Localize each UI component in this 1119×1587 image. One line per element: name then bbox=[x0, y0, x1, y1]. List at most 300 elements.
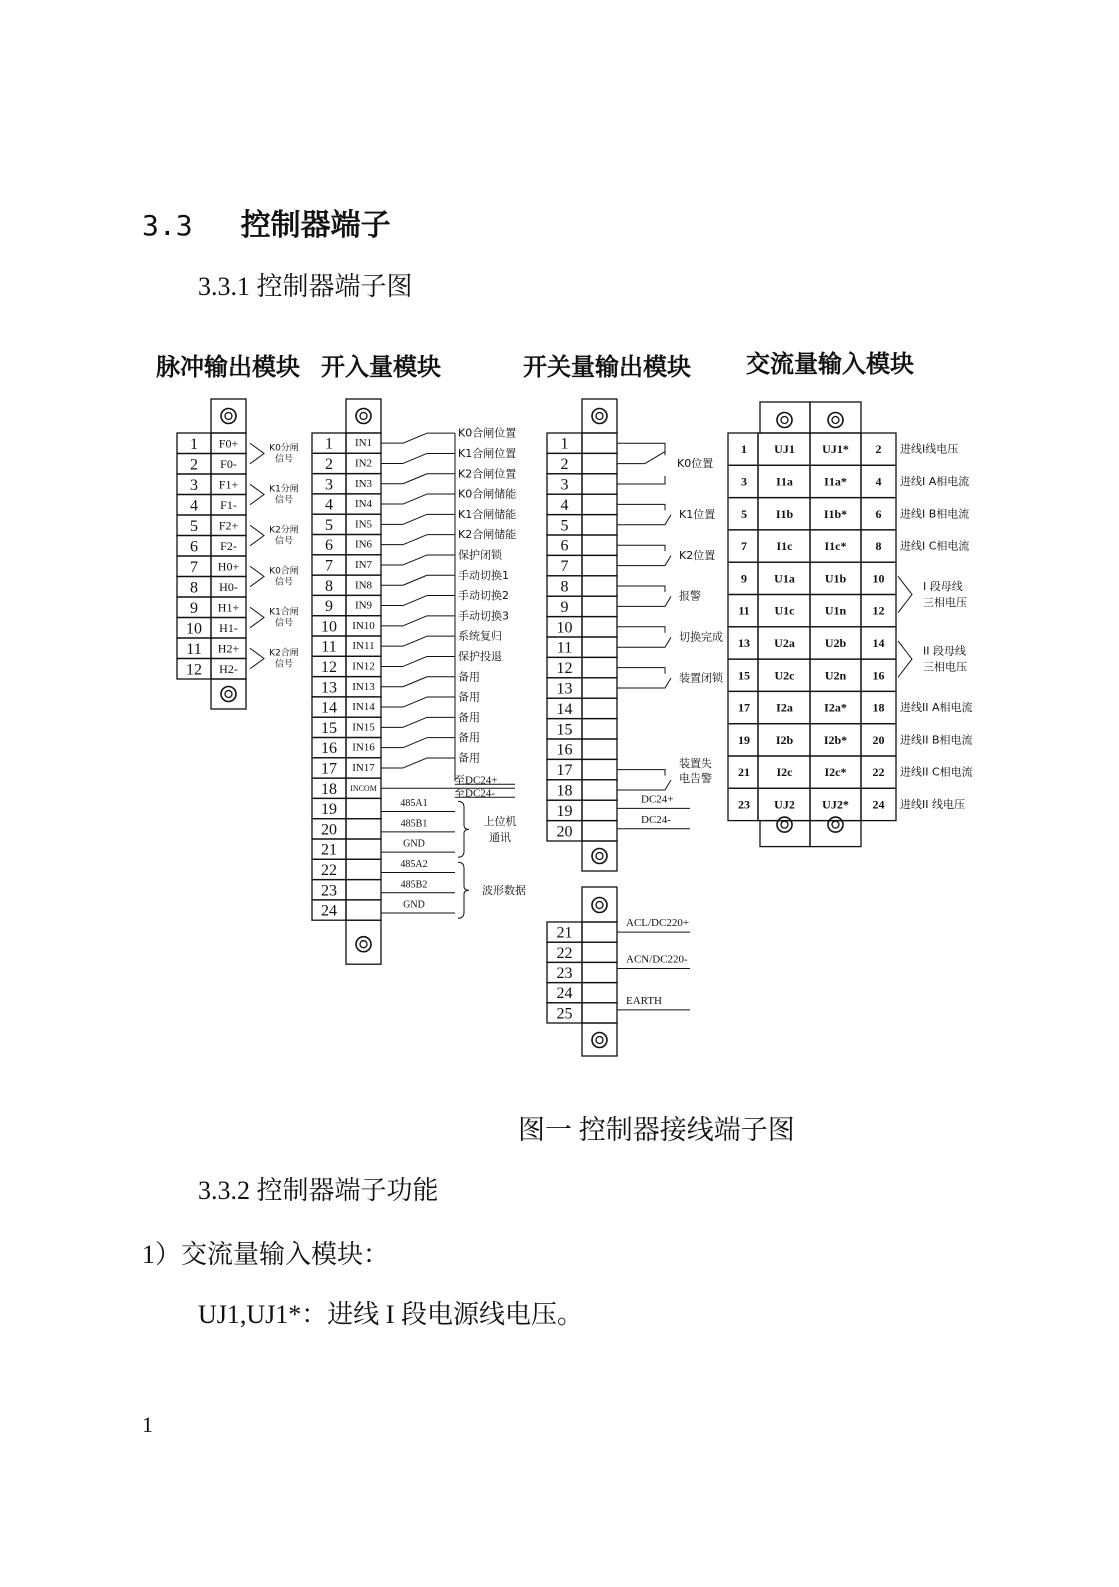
pulse-terminal-number: 6 bbox=[190, 538, 198, 556]
binary-input-label: K0合闸位置 bbox=[458, 426, 517, 440]
ac-channel-b-name: UJ2* bbox=[822, 797, 849, 812]
relay-terminal-number: 10 bbox=[556, 619, 573, 637]
binary-input-switch bbox=[403, 433, 427, 443]
pulse-terminal-number: 10 bbox=[186, 620, 202, 638]
comm-wire-label: GND bbox=[403, 838, 425, 850]
ac-left-number: 1 bbox=[741, 442, 747, 457]
relay-output-label: K0位置 bbox=[677, 457, 714, 471]
binary-input-switch bbox=[403, 453, 427, 463]
binary-terminal-name: IN8 bbox=[354, 579, 373, 592]
relay-output-label: 报警 bbox=[679, 589, 701, 603]
ac-right-number: 16 bbox=[872, 668, 885, 683]
pulse-group-label: 信号 bbox=[274, 577, 294, 588]
pulse-group-label: K1合闸 bbox=[269, 607, 299, 618]
relay-contact-cell bbox=[582, 698, 617, 718]
binary-terminal-name: IN2 bbox=[354, 457, 373, 470]
binary-terminal-name: IN10 bbox=[352, 619, 375, 632]
relay-contact-wire bbox=[617, 545, 665, 551]
relay-contact-cell bbox=[582, 596, 617, 616]
ac-channel-a-name: U1c bbox=[774, 603, 795, 618]
pulse-group-label: 信号 bbox=[274, 536, 294, 547]
ac-channel-b-name: I1c* bbox=[824, 539, 847, 554]
pulse-terminal-name: F2+ bbox=[218, 518, 239, 533]
binary-name-cell bbox=[346, 880, 381, 900]
binary-input-switch bbox=[403, 555, 427, 565]
binary-input-switch bbox=[403, 697, 427, 707]
binary-terminal-name: IN9 bbox=[354, 599, 373, 612]
relay-contact-cell bbox=[582, 657, 617, 677]
relay-terminal-number: 7 bbox=[560, 558, 569, 576]
relay-terminal-number: 8 bbox=[560, 578, 569, 596]
binary-name-cell bbox=[346, 900, 381, 920]
binary-terminal-number: 3 bbox=[325, 476, 333, 494]
relay-terminal-number: 14 bbox=[556, 700, 573, 718]
ac-module-title: 交流量输入模块 bbox=[746, 350, 914, 378]
ac-group-label: I 段母线 bbox=[923, 580, 963, 593]
relay-terminal-number: 16 bbox=[556, 741, 573, 759]
power-terminal-number: 25 bbox=[556, 1005, 573, 1023]
dc24-plus-label: 至DC24+ bbox=[454, 774, 498, 787]
power-wire-label: EARTH bbox=[626, 994, 663, 1007]
binary-terminal-number: 24 bbox=[321, 902, 337, 920]
ac-bottom-screw-right-icon bbox=[828, 817, 843, 832]
comm-wire-label: 485A1 bbox=[400, 798, 428, 810]
ac-top-screw-left-icon bbox=[777, 413, 792, 428]
pulse-terminal-number: 9 bbox=[190, 599, 198, 617]
ac-left-number: 9 bbox=[741, 571, 747, 586]
relay-terminal-number: 6 bbox=[560, 537, 569, 555]
pulse-terminal-name: H0+ bbox=[217, 559, 240, 574]
relay-contact-wire bbox=[617, 556, 671, 566]
ac-bottom-screw-left-icon-inner bbox=[781, 821, 788, 828]
binary-terminal-number: 22 bbox=[321, 861, 337, 879]
pulse-group-bracket bbox=[250, 648, 264, 669]
ac-bottom-plate-left bbox=[760, 821, 810, 847]
ac-right-number: 18 bbox=[872, 700, 885, 715]
relay-contact-cell bbox=[582, 821, 617, 841]
power-wire-cell bbox=[582, 1003, 617, 1023]
relay-terminal-number: 12 bbox=[556, 660, 573, 678]
ac-left-number: 5 bbox=[741, 506, 747, 521]
binary-top-screw-icon bbox=[356, 409, 371, 424]
relay-terminal-number: 1 bbox=[560, 435, 569, 453]
power-terminal-number: 22 bbox=[556, 944, 573, 962]
relay-bottom-screw-icon bbox=[592, 849, 607, 864]
binary-input-label: 手动切换1 bbox=[458, 568, 509, 582]
ac-channel-b-name: U2n bbox=[824, 668, 847, 683]
pulse-module-title: 脉冲输出模块 bbox=[156, 353, 300, 381]
binary-terminal-number: 15 bbox=[321, 719, 337, 737]
relay-contact-cell bbox=[582, 555, 617, 575]
ac-group-label: 三相电压 bbox=[923, 660, 967, 674]
pulse-terminal-name: H1+ bbox=[217, 600, 240, 615]
ac-channel-label: 进线I A相电流 bbox=[900, 474, 970, 488]
ac-channel-label: 进线I C相电流 bbox=[900, 539, 970, 553]
relay-terminal-number: 9 bbox=[560, 598, 569, 616]
ac-left-number: 11 bbox=[738, 603, 750, 618]
ac-channel-b-name: U1b bbox=[824, 571, 847, 586]
relay-output-label: K1位置 bbox=[679, 508, 716, 522]
ac-channel-label: 进线II A相电流 bbox=[900, 701, 973, 715]
pulse-terminal-name: H0- bbox=[219, 579, 238, 594]
relay-terminal-number: 4 bbox=[560, 496, 569, 514]
ac-channel-b-name: I2c* bbox=[824, 765, 847, 780]
relay-contact-cell bbox=[582, 515, 617, 535]
binary-input-switch bbox=[403, 738, 427, 748]
pulse-group-label: 信号 bbox=[274, 618, 294, 629]
relay-fail-label: 电告警 bbox=[679, 772, 712, 786]
binary-input-switch bbox=[403, 636, 427, 646]
page-number: 1 bbox=[142, 1412, 153, 1437]
pulse-top-plate bbox=[211, 399, 246, 433]
relay-contact-wire bbox=[617, 627, 665, 633]
power-wire-cell bbox=[582, 983, 617, 1003]
pulse-group-bracket bbox=[250, 607, 264, 628]
binary-name-cell bbox=[346, 819, 381, 839]
comm-wire-label: GND bbox=[403, 899, 425, 911]
binary-terminal-name: INCOM bbox=[350, 783, 377, 793]
pulse-terminal-name: F0- bbox=[220, 456, 237, 471]
power-wire-cell bbox=[582, 962, 617, 982]
relay-contact-cell bbox=[582, 739, 617, 759]
binary-terminal-number: 20 bbox=[321, 821, 337, 839]
relay-contact-wire bbox=[617, 668, 665, 674]
relay-bottom-plate bbox=[582, 841, 617, 871]
pulse-group-label: K2合闸 bbox=[269, 648, 299, 659]
binary-input-switch bbox=[403, 758, 427, 768]
pulse-terminal-name: H2+ bbox=[217, 641, 240, 656]
ac-left-number: 13 bbox=[738, 635, 750, 650]
ac-right-number: 4 bbox=[875, 474, 882, 489]
pulse-terminal-name: H1- bbox=[219, 620, 238, 635]
binary-terminal-name: IN7 bbox=[354, 558, 373, 571]
binary-input-switch bbox=[403, 535, 427, 545]
binary-name-cell bbox=[346, 798, 381, 818]
relay-contact-wire bbox=[617, 637, 671, 647]
subsection-heading-2: 3.3.2 控制器端子功能 bbox=[198, 1176, 439, 1205]
binary-input-label: 手动切换2 bbox=[458, 589, 509, 603]
pulse-terminal-number: 11 bbox=[186, 640, 202, 658]
relay-contact-wire bbox=[617, 515, 671, 525]
power-wire-label: ACN/DC220- bbox=[626, 953, 688, 966]
ac-top-screw-left-icon-inner bbox=[781, 417, 788, 424]
power-bottom-plate bbox=[582, 1023, 617, 1056]
relay-contact-cell bbox=[582, 433, 617, 453]
ac-right-number: 6 bbox=[875, 506, 882, 521]
ac-group-label: II 段母线 bbox=[923, 644, 966, 658]
binary-terminal-name: IN6 bbox=[354, 538, 373, 551]
relay-contact-cell bbox=[582, 759, 617, 779]
binary-terminal-number: 18 bbox=[321, 780, 337, 798]
pulse-bottom-screw-icon bbox=[221, 687, 236, 702]
pulse-terminal-number: 3 bbox=[190, 476, 198, 494]
binary-terminal-name: IN4 bbox=[354, 498, 373, 511]
binary-input-label: 备用 bbox=[458, 751, 480, 765]
binary-terminal-number: 21 bbox=[321, 841, 337, 859]
binary-terminal-number: 8 bbox=[325, 577, 333, 595]
ac-right-number: 2 bbox=[875, 442, 882, 457]
binary-terminal-number: 10 bbox=[321, 618, 337, 636]
comm-brace-upper bbox=[458, 801, 469, 857]
relay-terminal-number: 17 bbox=[556, 762, 573, 780]
binary-name-cell bbox=[346, 839, 381, 859]
power-bottom-screw-icon-inner bbox=[596, 1037, 603, 1044]
binary-top-plate bbox=[346, 399, 381, 433]
binary-input-label: 备用 bbox=[458, 670, 480, 684]
binary-terminal-name: IN14 bbox=[352, 701, 375, 714]
power-top-screw-icon-inner bbox=[596, 902, 603, 909]
relay-contact-cell bbox=[582, 800, 617, 820]
relay-contact-wire bbox=[617, 504, 665, 510]
binary-terminal-name: IN15 bbox=[352, 721, 375, 734]
ac-bottom-plate-right bbox=[810, 821, 861, 847]
power-terminal-number: 21 bbox=[556, 924, 573, 942]
binary-input-switch bbox=[403, 656, 427, 666]
binary-top-screw-icon-inner bbox=[360, 413, 367, 420]
ac-channel-label: 进线II 线电压 bbox=[900, 797, 965, 811]
figure-caption: 图一 控制器接线端子图 bbox=[518, 1115, 795, 1145]
relay-contact-wire bbox=[617, 596, 671, 606]
binary-terminal-number: 17 bbox=[321, 760, 337, 778]
binary-terminal-number: 19 bbox=[321, 801, 337, 819]
binary-input-switch bbox=[403, 474, 427, 484]
ac-top-plate-left bbox=[760, 402, 810, 433]
pulse-terminal-name: H2- bbox=[219, 661, 238, 676]
ac-group-bracket bbox=[898, 641, 912, 677]
relay-top-plate bbox=[582, 399, 617, 433]
subsection-heading-1: 3.3.1 控制器端子图 bbox=[198, 272, 413, 301]
pulse-group-label: K0合闸 bbox=[269, 566, 299, 577]
ac-top-screw-right-icon bbox=[828, 413, 843, 428]
pulse-top-screw-icon-inner bbox=[225, 413, 232, 420]
ac-left-number: 21 bbox=[738, 765, 750, 780]
relay-module-title: 开关量输出模块 bbox=[523, 353, 691, 381]
binary-input-label: K0合闸储能 bbox=[458, 487, 517, 501]
binary-terminal-number: 12 bbox=[321, 658, 337, 676]
binary-terminal-name: IN12 bbox=[352, 660, 375, 673]
ac-channel-b-name: U2b bbox=[824, 635, 847, 650]
pulse-group-label: 信号 bbox=[274, 495, 294, 506]
relay-terminal-number: 5 bbox=[560, 517, 569, 535]
relay-contact-wire bbox=[617, 678, 671, 688]
pulse-terminal-name: F2- bbox=[220, 538, 237, 553]
binary-input-switch bbox=[403, 494, 427, 504]
ac-channel-label: 进线II B相电流 bbox=[900, 733, 973, 747]
list-item-heading: 1）交流量输入模块： bbox=[142, 1240, 390, 1269]
pulse-terminal-number: 8 bbox=[190, 579, 198, 597]
binary-input-label: 保护闭锁 bbox=[458, 548, 502, 562]
binary-terminal-number: 7 bbox=[325, 557, 333, 575]
ac-left-number: 17 bbox=[738, 700, 750, 715]
ac-bottom-screw-right-icon-inner bbox=[832, 821, 839, 828]
comm-wire-label: 485B1 bbox=[400, 818, 428, 830]
relay-output-label: 装置闭锁 bbox=[679, 671, 723, 685]
pulse-terminal-number: 2 bbox=[190, 456, 198, 474]
ac-right-number: 14 bbox=[872, 635, 885, 650]
pulse-terminal-number: 1 bbox=[190, 435, 198, 453]
ac-right-number: 8 bbox=[875, 539, 882, 554]
ac-left-number: 15 bbox=[738, 668, 750, 683]
relay-contact-cell bbox=[582, 535, 617, 555]
ac-right-number: 24 bbox=[872, 797, 885, 812]
relay-terminal-number: 3 bbox=[560, 476, 569, 494]
pulse-group-label: 信号 bbox=[274, 454, 294, 465]
ac-channel-label: 进线I线电压 bbox=[900, 442, 959, 456]
binary-input-label: 系统复归 bbox=[458, 629, 502, 643]
binary-input-label: 备用 bbox=[458, 731, 480, 745]
ac-left-number: 23 bbox=[738, 797, 750, 812]
binary-terminal-name: IN13 bbox=[352, 680, 375, 693]
ac-channel-a-name: U2a bbox=[774, 635, 795, 650]
ac-channel-a-name: U2c bbox=[774, 668, 795, 683]
ac-channel-a-name: U1a bbox=[774, 571, 795, 586]
binary-input-switch bbox=[403, 575, 427, 585]
ac-channel-label: 进线I B相电流 bbox=[900, 507, 970, 521]
relay-top-screw-icon-inner bbox=[596, 413, 603, 420]
power-top-screw-icon bbox=[592, 898, 607, 913]
ac-group-bracket bbox=[898, 576, 912, 612]
relay-contact-cell bbox=[582, 474, 617, 494]
section-number: 3.3 bbox=[142, 209, 193, 242]
ac-right-number: 20 bbox=[872, 732, 885, 747]
power-bottom-screw-icon bbox=[592, 1033, 607, 1048]
relay-contact-cell bbox=[582, 678, 617, 698]
pulse-terminal-name: F1- bbox=[220, 497, 237, 512]
binary-terminal-number: 2 bbox=[325, 455, 333, 473]
comm-wire-label: 485A2 bbox=[400, 858, 428, 870]
comm-wire-label: 485B2 bbox=[400, 879, 428, 891]
relay-terminal-number: 20 bbox=[556, 823, 573, 841]
comm-group-label: 波形数据 bbox=[482, 883, 526, 897]
ac-channel-a-name: I2b bbox=[775, 732, 794, 747]
binary-input-switch bbox=[403, 596, 427, 606]
paragraph-text: UJ1,UJ1*：进线 I 段电源线电压。 bbox=[198, 1300, 583, 1329]
pulse-group-bracket bbox=[250, 566, 264, 587]
binary-terminal-name: IN1 bbox=[354, 437, 373, 450]
pulse-group-label: K2分闸 bbox=[269, 525, 299, 536]
relay-contact-wire bbox=[617, 780, 671, 790]
ac-channel-b-name: UJ1* bbox=[822, 442, 849, 457]
pulse-terminal-number: 5 bbox=[190, 517, 198, 535]
binary-input-switch bbox=[403, 514, 427, 524]
relay-contact-cell bbox=[582, 637, 617, 657]
relay-contact-cell bbox=[582, 453, 617, 473]
binary-terminal-number: 16 bbox=[321, 740, 337, 758]
ac-top-screw-right-icon-inner bbox=[832, 417, 839, 424]
ac-channel-label: 进线II C相电流 bbox=[900, 765, 973, 779]
ac-channel-b-name: I1a* bbox=[824, 474, 847, 489]
pulse-top-screw-icon bbox=[221, 409, 236, 424]
ac-top-plate-right bbox=[810, 402, 861, 433]
pulse-group-bracket bbox=[250, 443, 264, 464]
pulse-terminal-name: F1+ bbox=[218, 477, 239, 492]
pulse-group-label: K1分闸 bbox=[269, 484, 299, 495]
binary-input-label: 保护投退 bbox=[458, 649, 502, 663]
relay-terminal-number: 18 bbox=[556, 782, 573, 800]
comm-group-label: 上位机 bbox=[483, 814, 517, 828]
pulse-terminal-number: 7 bbox=[190, 558, 198, 576]
ac-group-label: 三相电压 bbox=[923, 596, 967, 609]
relay-output-label: 切换完成 bbox=[679, 630, 723, 644]
binary-terminal-number: 23 bbox=[321, 882, 337, 900]
binary-terminal-number: 5 bbox=[325, 516, 333, 534]
power-wire-cell bbox=[582, 942, 617, 962]
ac-channel-b-name: I2a* bbox=[824, 700, 847, 715]
relay-terminal-number: 19 bbox=[556, 802, 573, 820]
binary-terminal-number: 4 bbox=[325, 496, 333, 514]
power-terminal-number: 24 bbox=[556, 985, 573, 1003]
ac-left-number: 3 bbox=[741, 474, 747, 489]
binary-terminal-name: IN11 bbox=[352, 640, 375, 653]
relay-terminal-number: 15 bbox=[556, 721, 573, 739]
binary-input-switch bbox=[403, 677, 427, 687]
section-title: 控制器端子 bbox=[240, 208, 391, 243]
binary-input-label: 备用 bbox=[458, 710, 480, 724]
ac-channel-a-name: UJ2 bbox=[774, 797, 795, 812]
pulse-terminal-name: F0+ bbox=[218, 436, 239, 451]
binary-name-cell bbox=[346, 859, 381, 879]
binary-terminal-number: 14 bbox=[321, 699, 337, 717]
relay-contact-wire bbox=[617, 770, 665, 776]
binary-input-label: 手动切换3 bbox=[458, 609, 509, 623]
binary-bottom-screw-icon-inner bbox=[360, 941, 367, 948]
pulse-terminal-number: 4 bbox=[190, 497, 198, 515]
dc24-minus-label: 至DC24- bbox=[454, 787, 495, 800]
comm-brace-lower bbox=[458, 862, 469, 918]
binary-terminal-number: 9 bbox=[325, 598, 333, 616]
pulse-group-label: 信号 bbox=[274, 659, 294, 670]
binary-bottom-screw-icon bbox=[356, 937, 371, 952]
relay-terminal-number: 2 bbox=[560, 456, 569, 474]
binary-input-label: 备用 bbox=[458, 690, 480, 704]
binary-input-label: K2合闸储能 bbox=[458, 528, 517, 542]
relay-contact-cell bbox=[582, 576, 617, 596]
ac-left-number: 19 bbox=[738, 732, 750, 747]
ac-channel-a-name: I1a bbox=[776, 474, 793, 489]
ac-channel-a-name: I1c bbox=[776, 539, 793, 554]
ac-channel-a-name: I2c bbox=[776, 765, 793, 780]
relay-contact-cell bbox=[582, 494, 617, 514]
binary-terminal-number: 11 bbox=[321, 638, 337, 656]
binary-input-label: K1合闸位置 bbox=[458, 446, 517, 460]
pulse-group-bracket bbox=[250, 484, 264, 505]
ac-channel-b-name: I2b* bbox=[823, 732, 848, 747]
ac-bottom-screw-left-icon bbox=[777, 817, 792, 832]
relay-contact-wire bbox=[617, 443, 665, 455]
relay-contact-cell bbox=[582, 719, 617, 739]
relay-terminal-number: 11 bbox=[556, 639, 573, 657]
pulse-bottom-screw-icon-inner bbox=[225, 691, 232, 698]
binary-input-label: K1合闸储能 bbox=[458, 507, 517, 521]
pulse-bottom-plate bbox=[211, 679, 246, 709]
binary-module-title: 开入量模块 bbox=[321, 353, 441, 381]
relay-terminal-number: 13 bbox=[556, 680, 573, 698]
ac-channel-b-name: U1n bbox=[824, 603, 847, 618]
pulse-group-label: K0分闸 bbox=[269, 443, 299, 454]
ac-channel-b-name: I1b* bbox=[823, 506, 848, 521]
binary-terminal-name: IN3 bbox=[354, 477, 373, 490]
binary-input-switch bbox=[403, 616, 427, 626]
relay-contact-cell bbox=[582, 617, 617, 637]
relay-contact-wire bbox=[617, 476, 665, 484]
power-wire-label: ACL/DC220+ bbox=[626, 917, 690, 930]
ac-channel-a-name: UJ1 bbox=[774, 442, 795, 457]
relay-dc24-plus-label: DC24+ bbox=[641, 793, 674, 806]
binary-input-switch bbox=[403, 717, 427, 727]
pulse-terminal-number: 12 bbox=[186, 661, 202, 679]
relay-top-screw-icon bbox=[592, 409, 607, 424]
pulse-group-bracket bbox=[250, 525, 264, 546]
